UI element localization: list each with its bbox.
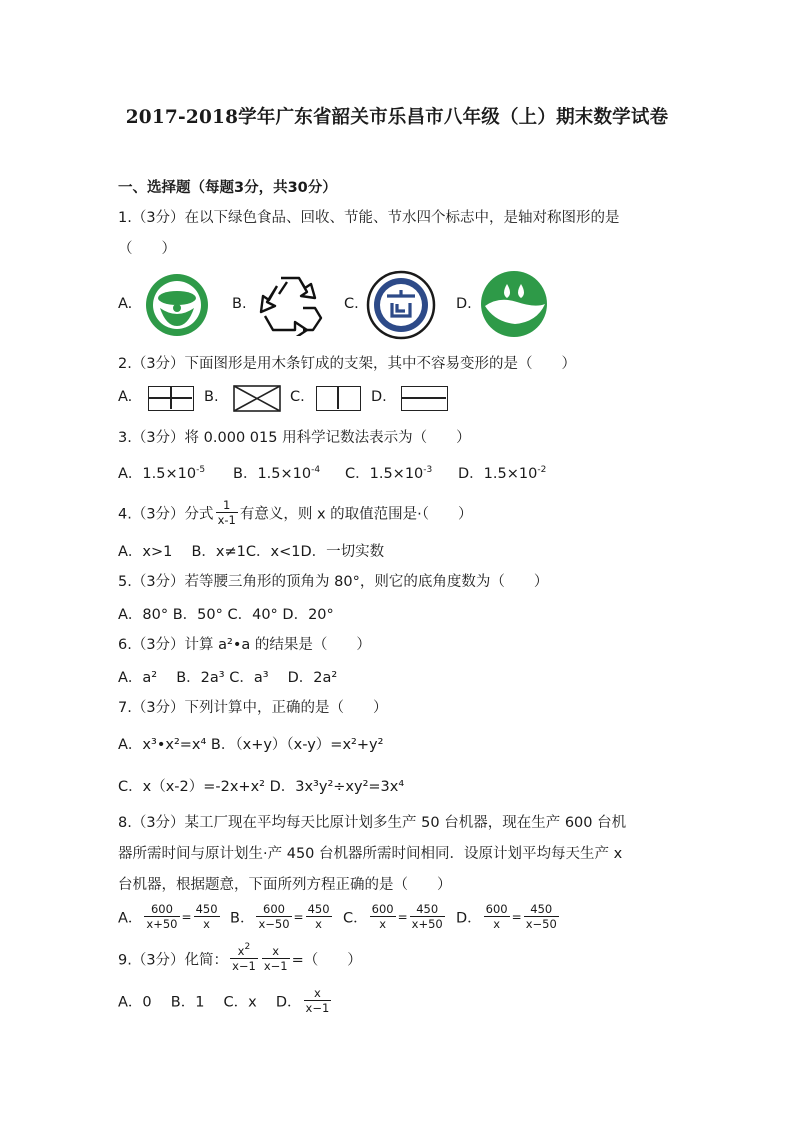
q2-label-d[interactable]: D.: [371, 389, 387, 405]
frame-b: [233, 385, 281, 412]
q7-options-row1[interactable]: A．x³•x²=x⁴ B．（x+y）（x-y）=x²+y²: [118, 737, 384, 753]
q2-stem: 2.（3分）下面图形是用木条钉成的支架，其中不容易变形的是（ ）: [118, 356, 577, 372]
q8-option-c[interactable]: C． $\frac{600}{x}$ = $\frac{450}{x+50}$: [343, 902, 443, 932]
q3-option-a[interactable]: A．$1.5\times 10^{-5}$: [118, 465, 206, 482]
energy-saving-icon: [366, 270, 436, 340]
q3-stem: 3.（3分）将 0.000 015 用科学记数法表示为（ ）: [118, 430, 471, 446]
q9-fraction-2: $\frac{x}{x-1}$: [263, 944, 288, 974]
frame-c: [316, 386, 361, 411]
q8-option-a[interactable]: A． $\frac{600}{x+50}$ = $\frac{450}{x}$: [118, 902, 218, 932]
q1-label-b[interactable]: B.: [232, 296, 247, 312]
water-saving-icon: [479, 270, 549, 338]
q1-stem: 1.（3分）在以下绿色食品、回收、节能、节水四个标志中，是轴对称图形的是: [118, 210, 620, 226]
q8-option-b[interactable]: B． $\frac{600}{x-50}$ = $\frac{450}{x}$: [230, 902, 330, 932]
q5-options[interactable]: A．80° B．50° C．40° D．20°: [118, 607, 334, 623]
q1-label-c[interactable]: C.: [344, 296, 359, 312]
q1-label-d[interactable]: D.: [456, 296, 472, 312]
q9-option-d-fraction: $\frac{x}{x-1}$: [305, 986, 330, 1016]
q6-options[interactable]: A．a² B．2a³ C．a³ D．2a²: [118, 670, 338, 686]
q4-stem: 4.（3分）分式 $\frac{1}{x-1}$ 有意义，则 x 的取值范围是·（ ）: [118, 498, 473, 528]
q8-line2: 器所需时间与原计划生·产 450 台机器所需时间相同．设原计划平均每天生产 x: [118, 846, 623, 862]
q3-option-d[interactable]: D．$1.5\times 10^{-2}$: [458, 465, 547, 482]
frame-a: [148, 386, 194, 411]
q9-options[interactable]: A．0 B．1 C．x D． $\frac{x}{x-1}$: [118, 986, 330, 1016]
q2-label-a[interactable]: A.: [118, 389, 133, 405]
green-food-icon: [143, 272, 211, 338]
recycle-icon: [255, 272, 325, 336]
q3-option-c[interactable]: C．$1.5\times 10^{-3}$: [345, 465, 433, 482]
q3-option-b[interactable]: B．$1.5\times 10^{-4}$: [233, 465, 321, 482]
q9-stem: 9.（3分）化简： $\frac{x^2}{x-1}$ $\frac{x}{x-1}$ =（ ）: [118, 942, 362, 974]
section-heading: 一、选择题（每题3分，共30分）: [118, 180, 337, 196]
q4-fraction: $\frac{1}{x-1}$: [217, 498, 236, 528]
page-title: 2017-2018学年广东省韶关市乐昌市八年级（上）期末数学试卷: [125, 107, 669, 128]
q9-fraction-1: $\frac{x^2}{x-1}$: [232, 942, 256, 974]
q2-label-c[interactable]: C.: [290, 389, 305, 405]
q2-label-b[interactable]: B.: [204, 389, 219, 405]
q5-stem: 5.（3分）若等腰三角形的顶角为 80°，则它的底角度数为（ ）: [118, 574, 549, 590]
q7-options-row2[interactable]: C．x（x-2）=-2x+x² D．3x³y²÷xy²=3x⁴: [118, 779, 405, 795]
q4-options[interactable]: A．x>1 B．x≠1C．x<1D．一切实数: [118, 544, 385, 560]
q7-stem: 7.（3分）下列计算中，正确的是（ ）: [118, 700, 388, 716]
q8-option-d[interactable]: D． $\frac{600}{x}$ = $\frac{450}{x-50}$: [456, 902, 557, 932]
q1-label-a[interactable]: A.: [118, 296, 133, 312]
q6-stem: 6.（3分）计算 a²•a 的结果是（ ）: [118, 637, 371, 653]
q8-line1: 8.（3分）某工厂现在平均每天比原计划多生产 50 台机器，现在生产 600 台机: [118, 815, 627, 831]
q8-line3: 台机器，根据题意，下面所列方程正确的是（ ）: [118, 877, 452, 893]
frame-d: [401, 386, 448, 411]
q1-paren: （ ）: [118, 241, 176, 257]
